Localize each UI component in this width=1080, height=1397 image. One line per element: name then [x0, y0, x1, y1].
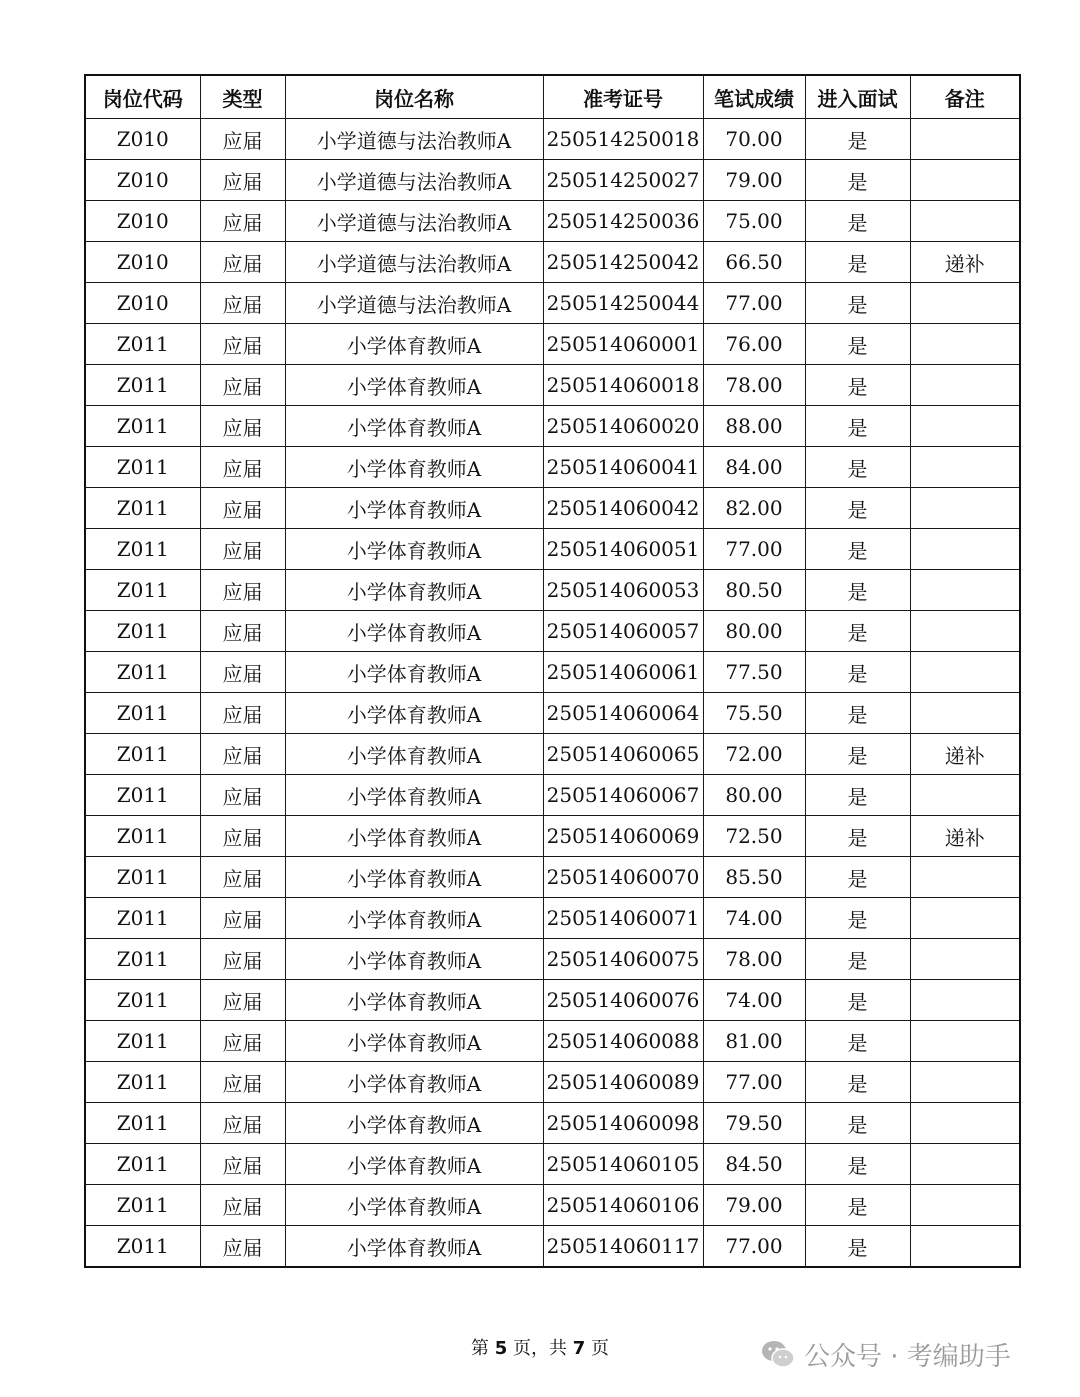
table-row — [85, 1021, 1020, 1062]
cell-type: 应届 — [200, 1103, 285, 1144]
cell-position-code: Z010 — [85, 201, 200, 242]
cell-position-code: Z010 — [85, 242, 200, 283]
cell-enter-interview: 是 — [805, 857, 910, 898]
cell-admission-number: 250514060105 — [543, 1144, 703, 1185]
cell-enter-interview: 是 — [805, 939, 910, 980]
cell-remark — [910, 119, 1020, 160]
cell-position-name: 小学体育教师A — [285, 816, 543, 857]
cell-type: 应届 — [200, 980, 285, 1021]
cell-remark — [910, 365, 1020, 406]
cell-type: 应届 — [200, 406, 285, 447]
cell-written-score: 78.00 — [703, 365, 805, 406]
cell-remark — [910, 980, 1020, 1021]
cell-admission-number: 250514060042 — [543, 488, 703, 529]
cell-written-score: 79.50 — [703, 1103, 805, 1144]
cell-position-code: Z010 — [85, 283, 200, 324]
table-row — [85, 324, 1020, 365]
cell-position-name: 小学体育教师A — [285, 857, 543, 898]
cell-position-name: 小学体育教师A — [285, 775, 543, 816]
cell-position-name: 小学体育教师A — [285, 1062, 543, 1103]
cell-position-name: 小学道德与法治教师A — [285, 242, 543, 283]
table-row — [85, 1062, 1020, 1103]
cell-enter-interview: 是 — [805, 283, 910, 324]
cell-admission-number: 250514060076 — [543, 980, 703, 1021]
cell-written-score: 76.00 — [703, 324, 805, 365]
cell-position-code: Z011 — [85, 611, 200, 652]
table-row — [85, 1185, 1020, 1226]
cell-written-score: 80.00 — [703, 775, 805, 816]
cell-type: 应届 — [200, 529, 285, 570]
cell-enter-interview: 是 — [805, 242, 910, 283]
cell-written-score: 72.50 — [703, 816, 805, 857]
table-row — [85, 775, 1020, 816]
cell-admission-number: 250514250036 — [543, 201, 703, 242]
table-row — [85, 160, 1020, 201]
cell-position-code: Z011 — [85, 365, 200, 406]
cell-written-score: 77.00 — [703, 283, 805, 324]
header-enter-interview: 进入面试 — [805, 75, 910, 119]
table-row — [85, 365, 1020, 406]
table-row — [85, 406, 1020, 447]
cell-position-code: Z011 — [85, 1185, 200, 1226]
cell-position-name: 小学体育教师A — [285, 1185, 543, 1226]
cell-position-code: Z010 — [85, 119, 200, 160]
header-position-name: 岗位名称 — [285, 75, 543, 119]
cell-written-score: 77.50 — [703, 652, 805, 693]
header-remark: 备注 — [910, 75, 1020, 119]
cell-position-code: Z011 — [85, 1062, 200, 1103]
cell-enter-interview: 是 — [805, 1144, 910, 1185]
footer-suffix: 页 — [585, 1338, 609, 1359]
table-row — [85, 898, 1020, 939]
table-row — [85, 734, 1020, 775]
cell-written-score: 77.00 — [703, 1062, 805, 1103]
cell-enter-interview: 是 — [805, 201, 910, 242]
cell-position-code: Z011 — [85, 1021, 200, 1062]
cell-admission-number: 250514060053 — [543, 570, 703, 611]
cell-enter-interview: 是 — [805, 652, 910, 693]
cell-written-score: 78.00 — [703, 939, 805, 980]
footer-page-number: 5 — [494, 1338, 508, 1359]
cell-remark — [910, 611, 1020, 652]
cell-remark — [910, 1062, 1020, 1103]
cell-position-code: Z011 — [85, 652, 200, 693]
cell-admission-number: 250514250044 — [543, 283, 703, 324]
cell-remark — [910, 1226, 1020, 1268]
cell-position-name: 小学道德与法治教师A — [285, 201, 543, 242]
footer-prefix: 第 — [471, 1338, 495, 1359]
cell-type: 应届 — [200, 734, 285, 775]
watermark-text: 公众号 · 考编助手 — [804, 1341, 1011, 1372]
header-row — [85, 75, 1020, 119]
cell-admission-number: 250514060067 — [543, 775, 703, 816]
cell-written-score: 66.50 — [703, 242, 805, 283]
cell-type: 应届 — [200, 939, 285, 980]
cell-type: 应届 — [200, 693, 285, 734]
cell-admission-number: 250514060051 — [543, 529, 703, 570]
table-row — [85, 1226, 1020, 1268]
cell-admission-number: 250514060088 — [543, 1021, 703, 1062]
cell-enter-interview: 是 — [805, 1062, 910, 1103]
cell-written-score: 79.00 — [703, 1185, 805, 1226]
table-row — [85, 816, 1020, 857]
cell-enter-interview: 是 — [805, 447, 910, 488]
cell-position-name: 小学体育教师A — [285, 1103, 543, 1144]
cell-admission-number: 250514250018 — [543, 119, 703, 160]
cell-enter-interview: 是 — [805, 488, 910, 529]
cell-position-code: Z011 — [85, 775, 200, 816]
cell-written-score: 79.00 — [703, 160, 805, 201]
cell-admission-number: 250514060069 — [543, 816, 703, 857]
table-row — [85, 1103, 1020, 1144]
cell-type: 应届 — [200, 365, 285, 406]
cell-enter-interview: 是 — [805, 898, 910, 939]
cell-position-code: Z011 — [85, 857, 200, 898]
cell-enter-interview: 是 — [805, 816, 910, 857]
cell-admission-number: 250514060098 — [543, 1103, 703, 1144]
cell-admission-number: 250514060041 — [543, 447, 703, 488]
cell-position-name: 小学体育教师A — [285, 898, 543, 939]
cell-enter-interview: 是 — [805, 1021, 910, 1062]
cell-admission-number: 250514060075 — [543, 939, 703, 980]
cell-enter-interview: 是 — [805, 693, 910, 734]
table-row — [85, 652, 1020, 693]
table-row — [85, 1144, 1020, 1185]
cell-type: 应届 — [200, 857, 285, 898]
footer-middle: 页，共 — [507, 1338, 573, 1359]
cell-position-name: 小学体育教师A — [285, 1144, 543, 1185]
cell-enter-interview: 是 — [805, 365, 910, 406]
cell-remark — [910, 652, 1020, 693]
cell-position-name: 小学体育教师A — [285, 406, 543, 447]
cell-position-name: 小学道德与法治教师A — [285, 160, 543, 201]
cell-enter-interview: 是 — [805, 1185, 910, 1226]
cell-type: 应届 — [200, 488, 285, 529]
cell-admission-number: 250514060106 — [543, 1185, 703, 1226]
cell-admission-number: 250514060065 — [543, 734, 703, 775]
cell-written-score: 74.00 — [703, 898, 805, 939]
table-header — [85, 75, 1020, 119]
cell-remark: 递补 — [910, 242, 1020, 283]
cell-type: 应届 — [200, 447, 285, 488]
cell-position-code: Z011 — [85, 898, 200, 939]
cell-type: 应届 — [200, 570, 285, 611]
cell-admission-number: 250514060001 — [543, 324, 703, 365]
cell-position-name: 小学体育教师A — [285, 611, 543, 652]
cell-position-name: 小学体育教师A — [285, 324, 543, 365]
cell-written-score: 77.00 — [703, 1226, 805, 1268]
cell-remark — [910, 406, 1020, 447]
cell-written-score: 74.00 — [703, 980, 805, 1021]
cell-position-name: 小学体育教师A — [285, 1226, 543, 1268]
cell-written-score: 80.00 — [703, 611, 805, 652]
cell-position-code: Z010 — [85, 160, 200, 201]
cell-position-name: 小学体育教师A — [285, 529, 543, 570]
cell-remark — [910, 775, 1020, 816]
cell-position-code: Z011 — [85, 693, 200, 734]
cell-written-score: 84.00 — [703, 447, 805, 488]
cell-enter-interview: 是 — [805, 1226, 910, 1268]
table-row — [85, 529, 1020, 570]
table-row — [85, 857, 1020, 898]
cell-written-score: 84.50 — [703, 1144, 805, 1185]
cell-position-code: Z011 — [85, 734, 200, 775]
cell-position-name: 小学道德与法治教师A — [285, 119, 543, 160]
cell-type: 应届 — [200, 816, 285, 857]
cell-enter-interview: 是 — [805, 570, 910, 611]
cell-position-code: Z011 — [85, 1226, 200, 1268]
cell-position-name: 小学体育教师A — [285, 1021, 543, 1062]
cell-type: 应届 — [200, 1062, 285, 1103]
table-row — [85, 447, 1020, 488]
header-type: 类型 — [200, 75, 285, 119]
cell-position-code: Z011 — [85, 324, 200, 365]
cell-enter-interview: 是 — [805, 324, 910, 365]
footer-total-pages: 7 — [572, 1338, 586, 1359]
header-admission-number: 准考证号 — [543, 75, 703, 119]
cell-admission-number: 250514060071 — [543, 898, 703, 939]
cell-enter-interview: 是 — [805, 734, 910, 775]
cell-remark — [910, 898, 1020, 939]
cell-admission-number: 250514060061 — [543, 652, 703, 693]
cell-type: 应届 — [200, 898, 285, 939]
cell-admission-number: 250514060064 — [543, 693, 703, 734]
cell-remark — [910, 1103, 1020, 1144]
wechat-icon — [760, 1339, 796, 1369]
cell-type: 应届 — [200, 1226, 285, 1268]
cell-enter-interview: 是 — [805, 529, 910, 570]
cell-written-score: 70.00 — [703, 119, 805, 160]
cell-remark: 递补 — [910, 734, 1020, 775]
cell-position-code: Z011 — [85, 1144, 200, 1185]
cell-admission-number: 250514060089 — [543, 1062, 703, 1103]
cell-remark — [910, 857, 1020, 898]
cell-position-name: 小学体育教师A — [285, 447, 543, 488]
cell-type: 应届 — [200, 242, 285, 283]
cell-position-name: 小学体育教师A — [285, 652, 543, 693]
cell-written-score: 81.00 — [703, 1021, 805, 1062]
cell-position-name: 小学体育教师A — [285, 939, 543, 980]
cell-position-code: Z011 — [85, 447, 200, 488]
cell-remark — [910, 447, 1020, 488]
cell-type: 应届 — [200, 324, 285, 365]
cell-type: 应届 — [200, 283, 285, 324]
table-row — [85, 693, 1020, 734]
cell-remark — [910, 283, 1020, 324]
cell-written-score: 80.50 — [703, 570, 805, 611]
cell-enter-interview: 是 — [805, 160, 910, 201]
cell-type: 应届 — [200, 775, 285, 816]
score-table — [84, 74, 1021, 1268]
table-row — [85, 119, 1020, 160]
table-row — [85, 570, 1020, 611]
cell-remark — [910, 1185, 1020, 1226]
cell-position-code: Z011 — [85, 570, 200, 611]
cell-admission-number: 250514250027 — [543, 160, 703, 201]
cell-enter-interview: 是 — [805, 1103, 910, 1144]
cell-written-score: 75.50 — [703, 693, 805, 734]
cell-remark — [910, 529, 1020, 570]
cell-position-name: 小学体育教师A — [285, 365, 543, 406]
cell-written-score: 82.00 — [703, 488, 805, 529]
cell-position-code: Z011 — [85, 980, 200, 1021]
cell-type: 应届 — [200, 160, 285, 201]
cell-written-score: 72.00 — [703, 734, 805, 775]
table-row — [85, 980, 1020, 1021]
cell-position-code: Z011 — [85, 939, 200, 980]
table-body — [85, 119, 1020, 1268]
cell-type: 应届 — [200, 119, 285, 160]
cell-admission-number: 250514060018 — [543, 365, 703, 406]
cell-position-code: Z011 — [85, 406, 200, 447]
cell-position-code: Z011 — [85, 488, 200, 529]
cell-position-code: Z011 — [85, 1103, 200, 1144]
cell-written-score: 77.00 — [703, 529, 805, 570]
cell-remark — [910, 570, 1020, 611]
cell-position-name: 小学体育教师A — [285, 488, 543, 529]
cell-enter-interview: 是 — [805, 611, 910, 652]
cell-remark — [910, 201, 1020, 242]
cell-admission-number: 250514060117 — [543, 1226, 703, 1268]
cell-remark: 递补 — [910, 816, 1020, 857]
table-row — [85, 242, 1020, 283]
table-row — [85, 939, 1020, 980]
cell-enter-interview: 是 — [805, 775, 910, 816]
cell-type: 应届 — [200, 201, 285, 242]
cell-remark — [910, 488, 1020, 529]
cell-position-code: Z011 — [85, 529, 200, 570]
cell-admission-number: 250514250042 — [543, 242, 703, 283]
table-row — [85, 201, 1020, 242]
cell-type: 应届 — [200, 1185, 285, 1226]
cell-enter-interview: 是 — [805, 980, 910, 1021]
cell-enter-interview: 是 — [805, 119, 910, 160]
cell-type: 应届 — [200, 652, 285, 693]
table-row — [85, 488, 1020, 529]
header-written-score: 笔试成绩 — [703, 75, 805, 119]
cell-position-name: 小学体育教师A — [285, 693, 543, 734]
cell-type: 应届 — [200, 1021, 285, 1062]
cell-remark — [910, 324, 1020, 365]
cell-position-name: 小学道德与法治教师A — [285, 283, 543, 324]
header-position-code: 岗位代码 — [85, 75, 200, 119]
cell-admission-number: 250514060057 — [543, 611, 703, 652]
cell-written-score: 85.50 — [703, 857, 805, 898]
cell-remark — [910, 1144, 1020, 1185]
cell-position-name: 小学体育教师A — [285, 734, 543, 775]
cell-position-code: Z011 — [85, 816, 200, 857]
cell-enter-interview: 是 — [805, 406, 910, 447]
cell-admission-number: 250514060020 — [543, 406, 703, 447]
cell-position-name: 小学体育教师A — [285, 980, 543, 1021]
cell-remark — [910, 160, 1020, 201]
cell-remark — [910, 693, 1020, 734]
cell-written-score: 88.00 — [703, 406, 805, 447]
table-row — [85, 611, 1020, 652]
watermark — [760, 1336, 1011, 1372]
cell-remark — [910, 1021, 1020, 1062]
cell-position-name: 小学体育教师A — [285, 570, 543, 611]
table-row — [85, 283, 1020, 324]
cell-written-score: 75.00 — [703, 201, 805, 242]
cell-remark — [910, 939, 1020, 980]
cell-type: 应届 — [200, 611, 285, 652]
cell-type: 应届 — [200, 1144, 285, 1185]
cell-admission-number: 250514060070 — [543, 857, 703, 898]
